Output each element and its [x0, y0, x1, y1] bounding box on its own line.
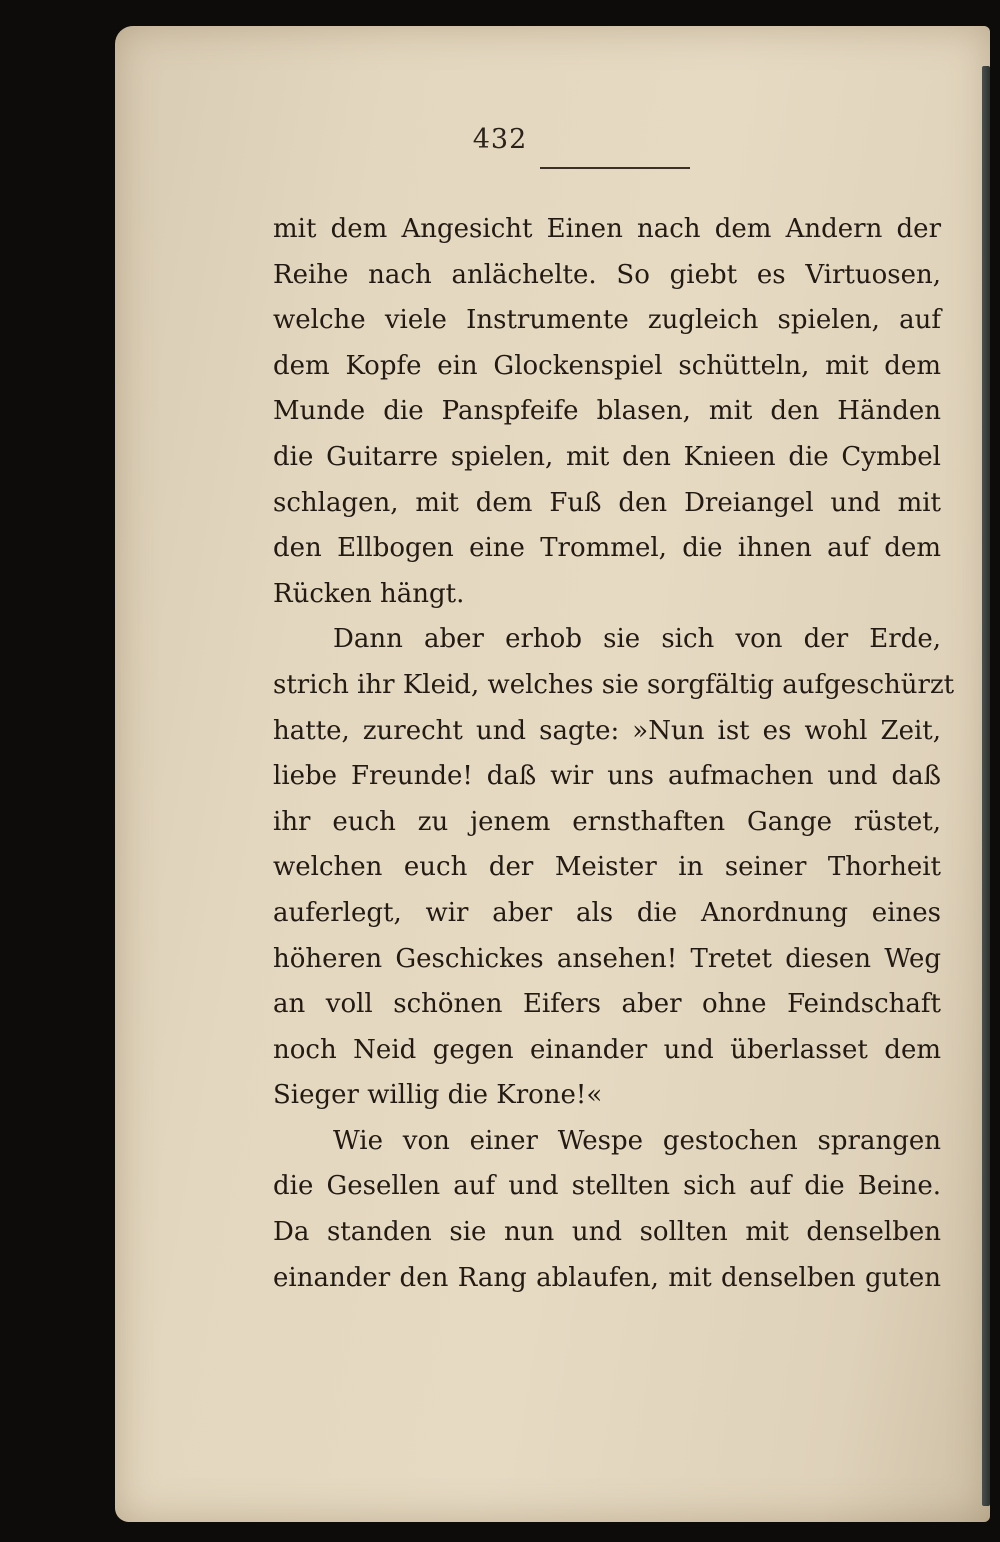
page-edge — [982, 66, 990, 1506]
header-rule — [540, 167, 690, 169]
text-line: hatte, zurecht und sagte: »Nun ist es wohl Zeit, — [273, 715, 941, 746]
text-line: Reihe nach anlächelte. So giebt es Virtuosen, — [273, 259, 941, 290]
text-line: schlagen, mit dem Fuß den Dreiangel und mit — [273, 487, 941, 518]
text-line: die Gesellen auf und stellten sich auf die Beine. — [273, 1171, 941, 1202]
text-line: höheren Geschickes ansehen! Tretet diesen Weg — [273, 943, 941, 974]
text-line: dem Kopfe ein Glockenspiel schütteln, mit dem — [273, 350, 941, 381]
paragraph-end-line: Rücken hängt. — [273, 578, 465, 609]
text-line: an voll schönen Eifers aber ohne Feindschaft — [273, 989, 941, 1020]
text-line: Da standen sie nun und sollten mit denselben — [273, 1217, 941, 1248]
text-line: welche viele Instrumente zugleich spielen, auf — [273, 305, 941, 336]
text-line: liebe Freunde! daß wir uns aufmachen und daß — [273, 761, 941, 792]
text-line: noch Neid gegen einander und überlasset dem — [273, 1034, 941, 1065]
text-line: welchen euch der Meister in seiner Thorheit — [273, 852, 941, 883]
page-number: 432 — [472, 124, 528, 155]
text-line: ihr euch zu jenem ernsthaften Gange rüstet, — [273, 806, 941, 837]
paragraph-start-line: Dann aber erhob sie sich von der Erde, — [333, 624, 941, 655]
paragraph-end-line: Sieger willig die Krone!« — [273, 1080, 603, 1111]
text-line: den Ellbogen eine Trommel, die ihnen auf dem — [273, 533, 941, 564]
text-line: Munde die Panspfeife blasen, mit den Händen — [273, 396, 941, 427]
text-line: auferlegt, wir aber als die Anordnung eines — [273, 897, 941, 928]
body-text — [273, 207, 955, 1301]
text-line: strich ihr Kleid, welches sie sorgfältig aufgeschürzt — [273, 669, 955, 700]
text-line: einander den Rang ablaufen, mit denselben guten — [273, 1262, 941, 1293]
text-line: mit dem Angesicht Einen nach dem Andern der — [273, 214, 941, 244]
text-line: die Guitarre spielen, mit den Knieen die Cymbel — [273, 441, 941, 472]
paragraph-start-line: Wie von einer Wespe gestochen sprangen — [333, 1125, 941, 1156]
